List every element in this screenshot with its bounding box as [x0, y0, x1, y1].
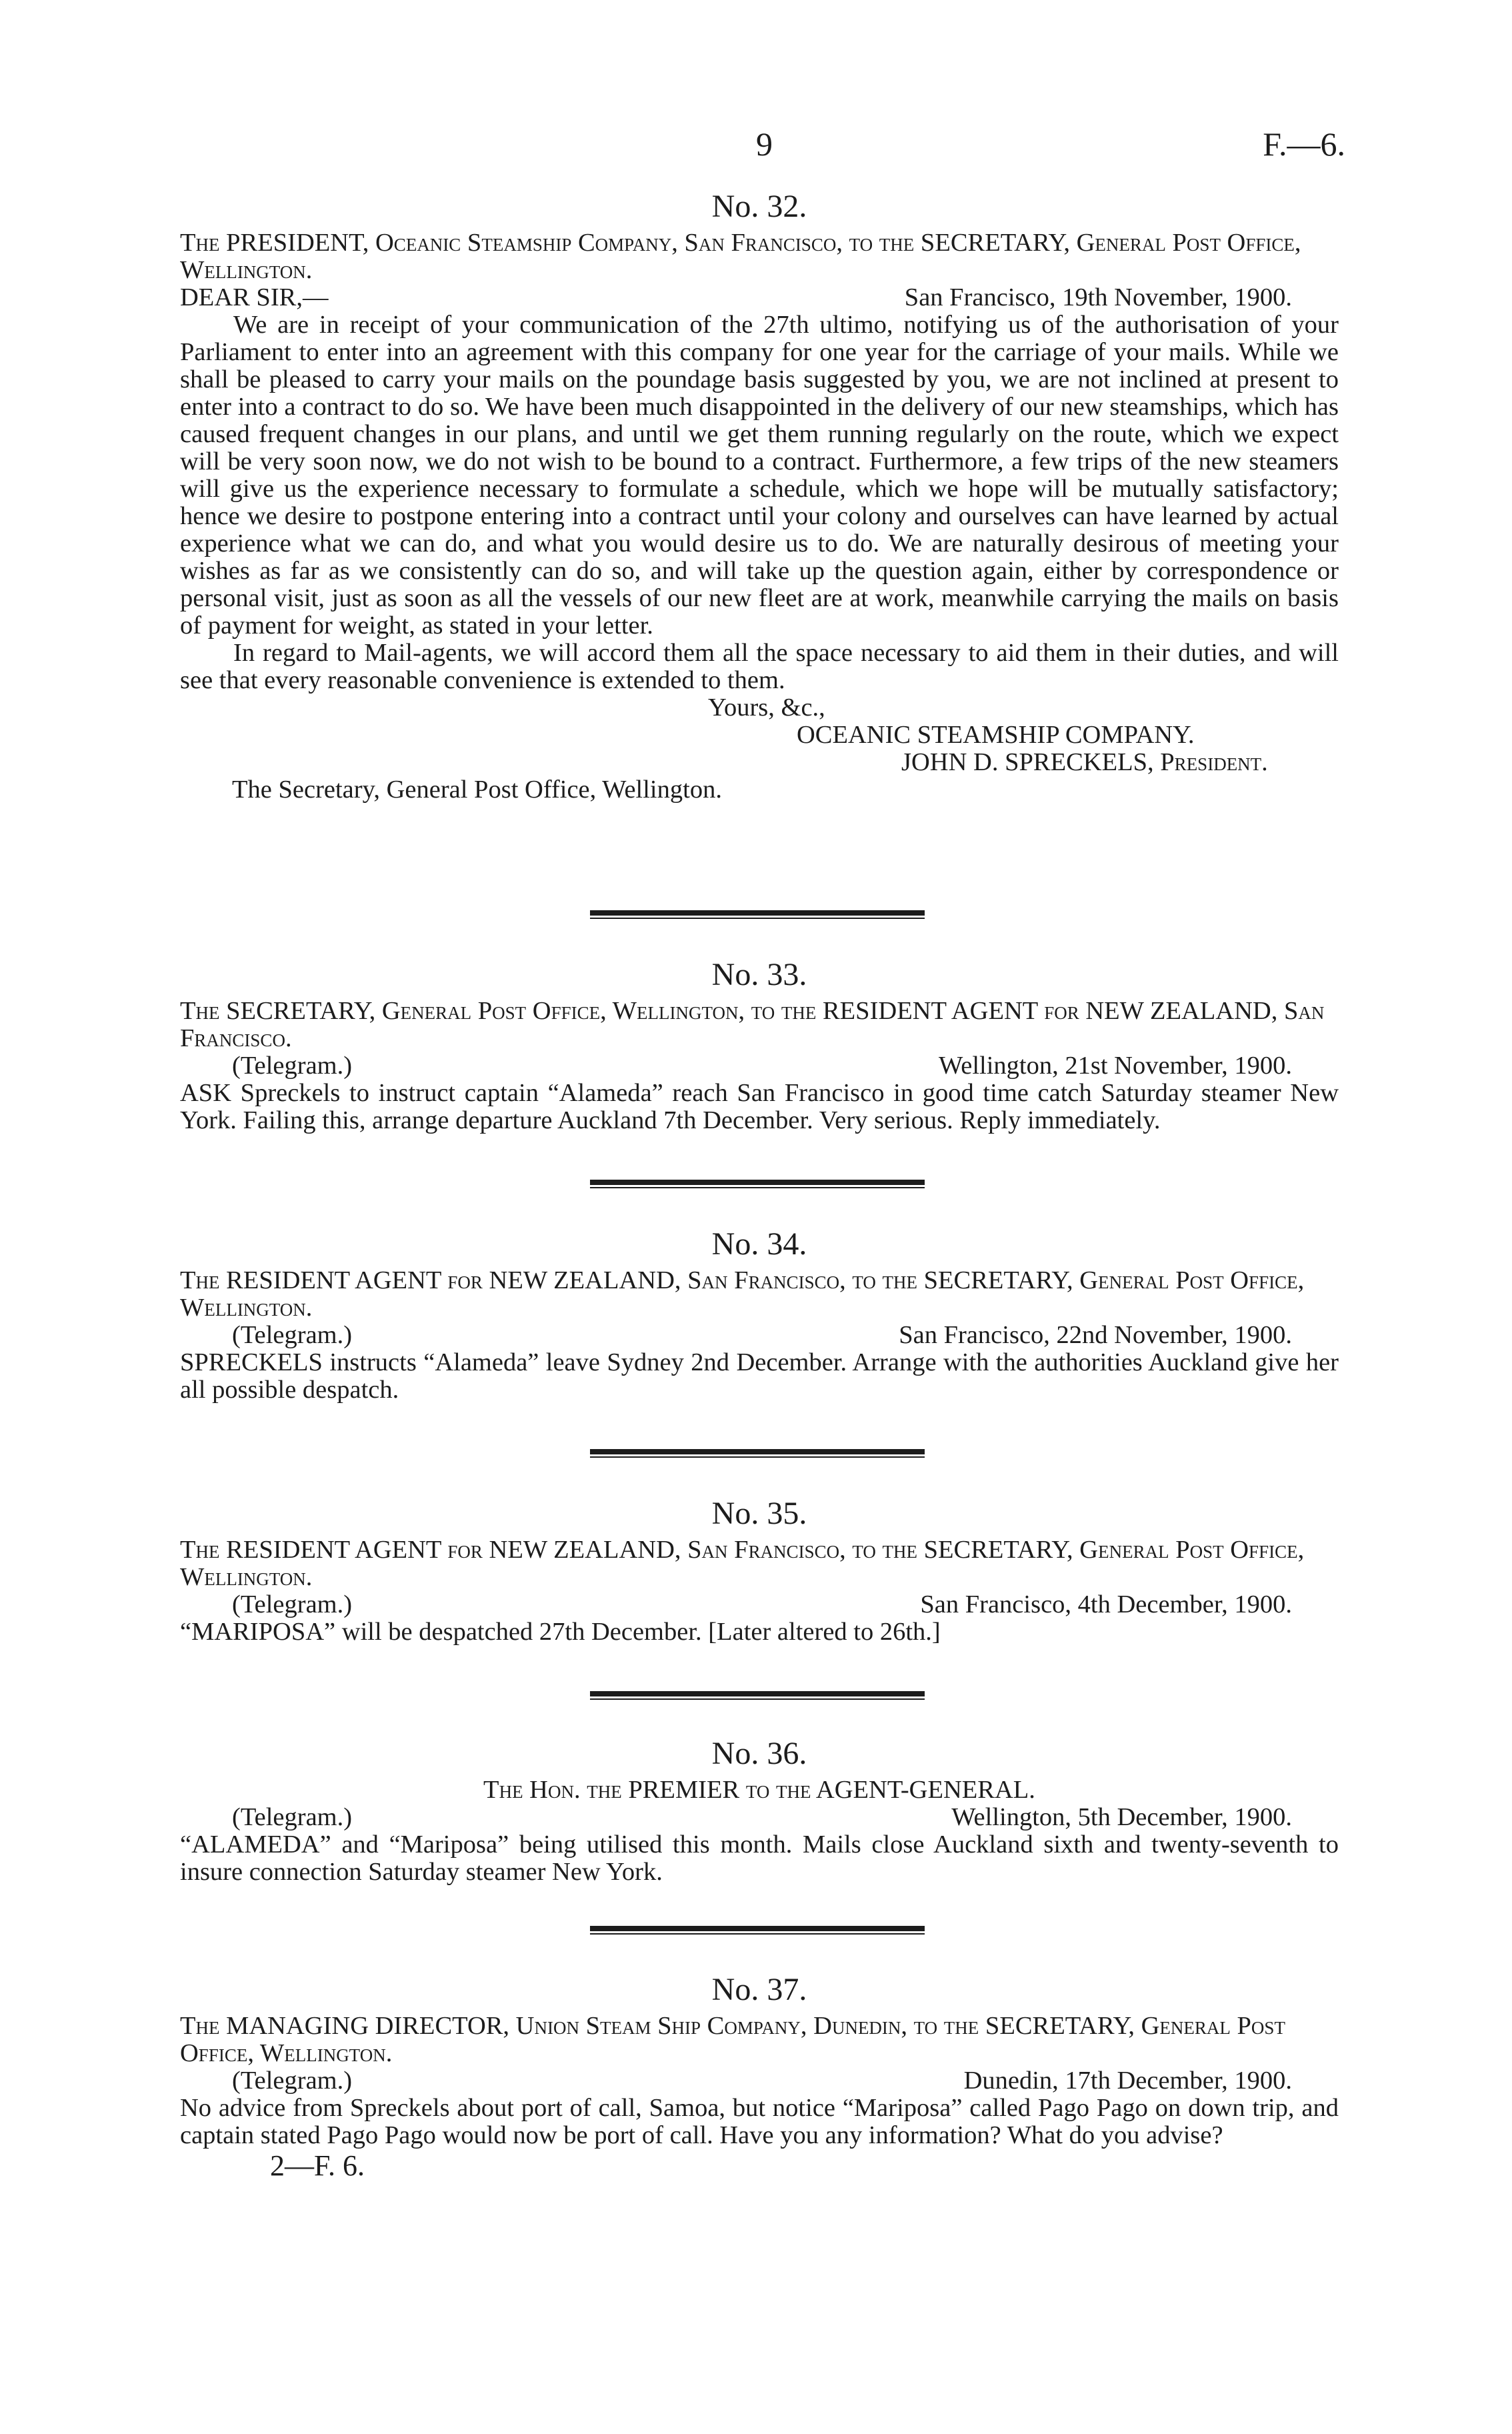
- telegram-body: No advice from Spreckels about port of call, Samoa, but notice “Mariposa” called Pago Pago on down trip, and captain stated Pago Pago would now be port of call. Have you any information? What do you advise?: [180, 2094, 1339, 2149]
- letter-no-34: [180, 1226, 1339, 1404]
- salutation-row: [180, 284, 1339, 311]
- telegram-label: (Telegram.): [232, 1590, 353, 1618]
- letter-address: The RESIDENT AGENT for NEW ZEALAND, San Francisco, to the SECRETARY, General Post Office, Wellington.: [180, 1266, 1305, 1322]
- place-date: Wellington, 5th December, 1900.: [951, 1803, 1292, 1831]
- letter-address: The PRESIDENT, Oceanic Steamship Company, San Francisco, to the SECRETARY, General Post Office, Wellington.: [180, 229, 1301, 284]
- letter-number: No. 33.: [711, 957, 807, 992]
- closing: Yours, &c.,: [708, 694, 825, 722]
- letter-no-37: [180, 1971, 1339, 2183]
- telegram-row: [180, 1322, 1339, 1349]
- telegram-label: (Telegram.): [232, 1052, 353, 1080]
- letter-address: The Hon. the PREMIER to the AGENT-GENERAL.: [483, 1776, 1035, 1804]
- letter-number: No. 32.: [711, 189, 807, 224]
- letter-no-32: [180, 188, 1339, 804]
- document-reference: F.—6.: [1263, 125, 1345, 163]
- page-number: 9: [756, 125, 773, 163]
- section-divider: [590, 1180, 925, 1189]
- telegram-body: ASK Spreckels to instruct captain “Alameda” reach San Francisco in good time catch Saturday steamer New York. Failing this, arrange departure Auckland 7th December. Very serious. Reply immediately.: [180, 1079, 1339, 1134]
- letter-no-33: [180, 956, 1339, 1134]
- telegram-row: [180, 1591, 1339, 1618]
- section-divider: [590, 1926, 925, 1935]
- letter-no-35: [180, 1495, 1339, 1646]
- letter-number: No. 37.: [711, 1972, 807, 2007]
- letter-paragraph: We are in receipt of your communication of the 27th ultimo, notifying us of the authorisation of your Parliament to enter into an agreement with this company for one year for the carriage of your mails. While we shall be pleased to carry your mails on the poundage basis suggested by you, we are not inclined at present to enter into a contract to do so. We have been much disappointed in the delivery of our new steamships, which has caused frequent changes in our plans, and until we get them running regularly on the route, which we expect will be very soon now, we do not wish to be bound to a contract. Furthermore, a few trips of the new steamers will give us the experience necessary to formulate a schedule, which we hope will be mutually satisfactory; hence we desire to postpone entering into a contract until your colony and ourselves can have learned by actual experience what we can do, and what you would desire us to do. We are naturally desirous of meeting your wishes as far as we consistently can do so, and will take up the question again, either by correspondence or personal visit, just as soon as all the vessels of our new fleet are at work, meanwhile carrying the mails on basis of payment for weight, as stated in your letter.: [180, 311, 1339, 640]
- salutation: DEAR SIR,—: [180, 283, 329, 311]
- telegram-label: (Telegram.): [232, 2067, 353, 2095]
- telegram-row: [180, 2067, 1339, 2095]
- letter-address: The SECRETARY, General Post Office, Wellington, to the RESIDENT AGENT for NEW ZEALAND, San Francisco.: [180, 997, 1325, 1052]
- section-divider: [590, 1449, 925, 1458]
- letter-number: No. 34.: [711, 1226, 807, 1262]
- place-date: Dunedin, 17th December, 1900.: [963, 2067, 1292, 2095]
- telegram-row: [180, 1052, 1339, 1080]
- addressee: The Secretary, General Post Office, Wellington.: [232, 776, 722, 804]
- letter-number: No. 35.: [711, 1496, 807, 1531]
- letter-no-36: [180, 1735, 1339, 1886]
- telegram-body: SPRECKELS instructs “Alameda” leave Sydney 2nd December. Arrange with the authorities Auckland give her all possible despatch.: [180, 1348, 1339, 1404]
- place-date: San Francisco, 22nd November, 1900.: [899, 1321, 1292, 1349]
- telegram-label: (Telegram.): [232, 1803, 353, 1831]
- telegram-body: “MARIPOSA” will be despatched 27th December. [Later altered to 26th.]: [180, 1618, 941, 1646]
- letter-address: The MANAGING DIRECTOR, Union Steam Ship Company, Dunedin, to the SECRETARY, General Post Office, Wellington.: [180, 2012, 1285, 2067]
- section-divider: [590, 910, 925, 920]
- signature-mark: 2—F. 6.: [270, 2149, 365, 2182]
- signature: JOHN D. SPRECKELS, President.: [901, 748, 1268, 776]
- place-date: San Francisco, 19th November, 1900.: [904, 283, 1292, 311]
- section-divider: [590, 1691, 925, 1700]
- telegram-label: (Telegram.): [232, 1321, 353, 1349]
- telegram-body: “ALAMEDA” and “Mariposa” being utilised this month. Mails close Auckland sixth and twenty-seventh to insure connection Saturday steamer New York.: [180, 1831, 1339, 1886]
- place-date: Wellington, 21st November, 1900.: [938, 1052, 1292, 1080]
- letter-number: No. 36.: [711, 1736, 807, 1771]
- letter-address: The RESIDENT AGENT for NEW ZEALAND, San Francisco, to the SECRETARY, General Post Office, Wellington.: [180, 1536, 1305, 1591]
- company-name: OCEANIC STEAMSHIP COMPANY.: [797, 721, 1195, 749]
- letter-paragraph: In regard to Mail-agents, we will accord them all the space necessary to aid them in their duties, and will see that every reasonable convenience is extended to them.: [180, 639, 1339, 694]
- telegram-row: [180, 1804, 1339, 1831]
- place-date: San Francisco, 4th December, 1900.: [920, 1590, 1292, 1618]
